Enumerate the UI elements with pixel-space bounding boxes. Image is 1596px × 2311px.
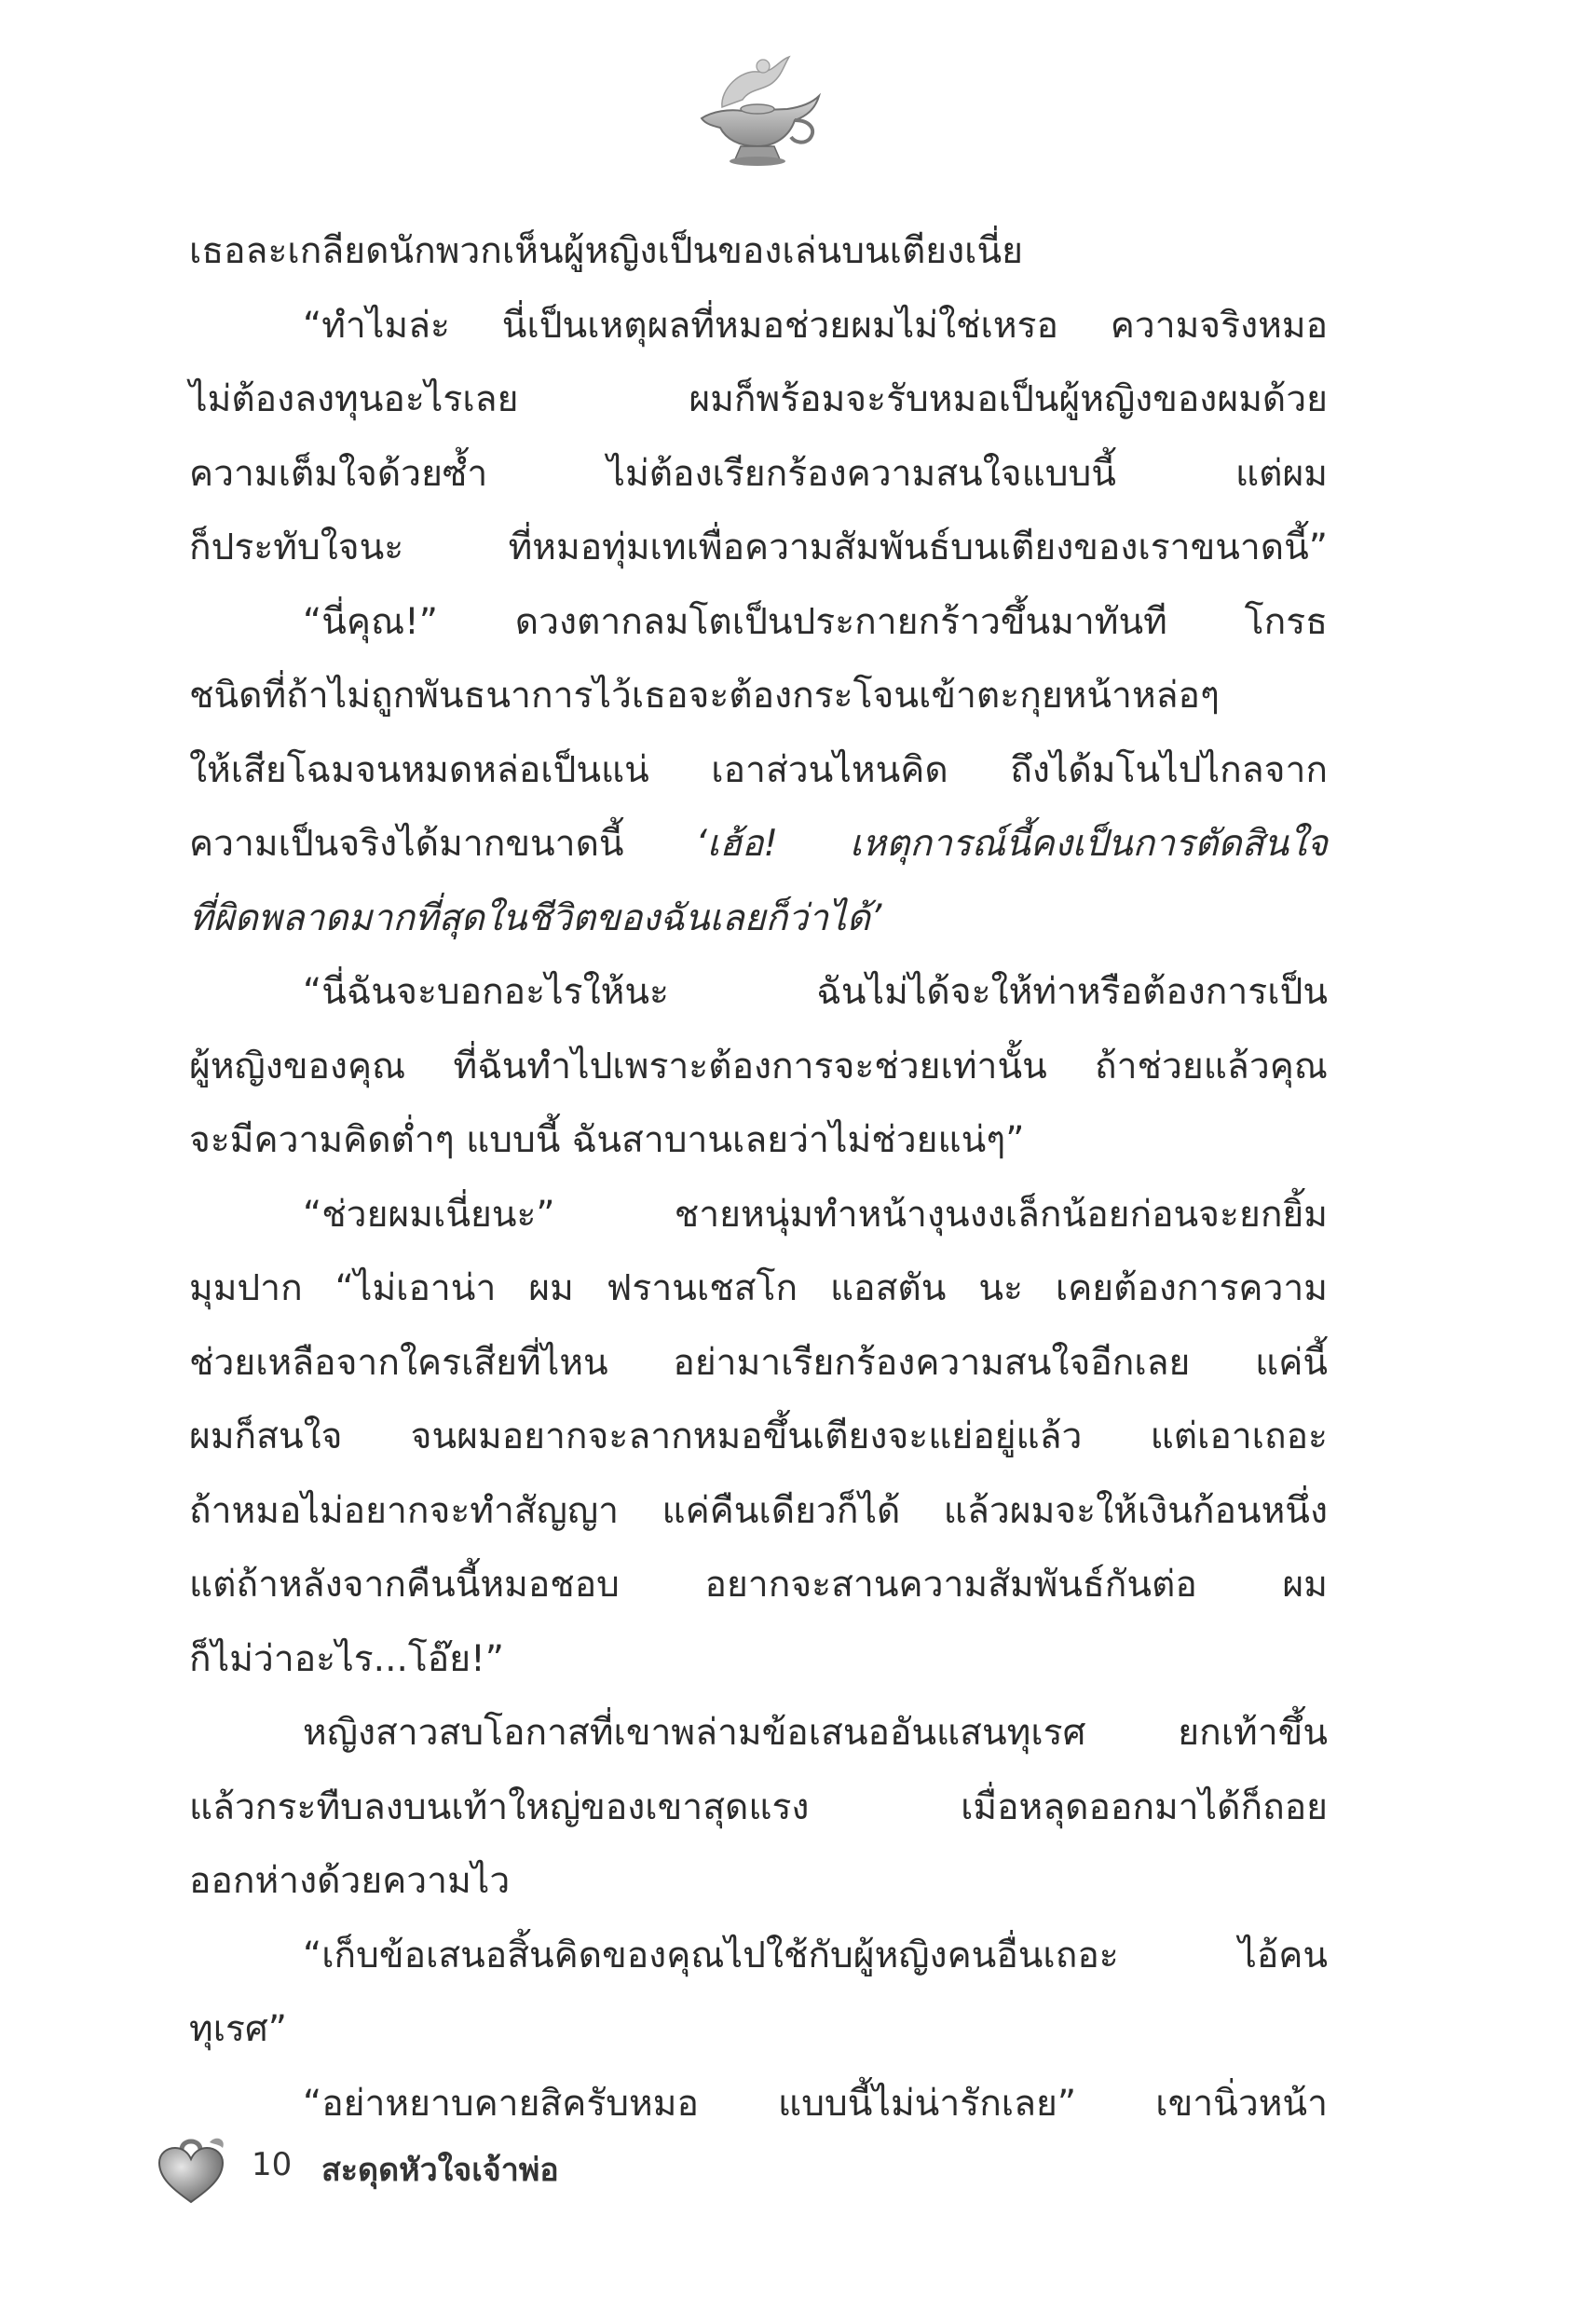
- text-line-content: “นี่คุณ!” ดวงตากลมโตเป็นประกายกร้าวขึ้นมาทันที โกรธ: [303, 600, 1328, 643]
- text-line-content: ความเป็นจริงได้มากขนาดนี้: [189, 823, 624, 865]
- text-line: [189, 1548, 1328, 1622]
- text-line-content: ความเต็มใจด้วยซ้ำ ไม่ต้องเรียกร้องความสนใจแบบนี้ แต่ผม: [189, 452, 1328, 495]
- text-line-content: ผมก็สนใจ จนผมอยากจะลากหมอขึ้นเตียงจะแย่อยู่แล้ว แต่เอาเถอะ: [189, 1415, 1328, 1457]
- text-line-content: ไม่ต้องลงทุนอะไรเลย ผมก็พร้อมจะรับหมอเป็นผู้หญิงของผมด้วย: [189, 378, 1328, 420]
- text-line-content: “อย่าหยาบคายสิครับหมอ แบบนี้ไม่น่ารักเลย” เขานิ่วหน้า: [303, 2082, 1328, 2125]
- text-line-content: “เก็บข้อเสนอสิ้นคิดของคุณไปใช้กับผู้หญิงคนอื่นเถอะ ไอ้คน: [303, 1934, 1328, 1976]
- text-line-content: ผู้หญิงของคุณ ที่ฉันทำไปเพราะต้องการจะช่วยเท่านั้น ถ้าช่วยแล้วคุณ: [189, 1045, 1328, 1087]
- text-line: [189, 1844, 1328, 1919]
- text-line-content: แล้วกระทืบลงบนเท้าใหญ่ของเขาสุดแรง เมื่อหลุดออกมาได้ก็ถอย: [189, 1785, 1328, 1828]
- text-line: [189, 1474, 1328, 1549]
- text-line: [189, 511, 1328, 585]
- text-line-content: “ช่วยผมเนี่ยนะ” ชายหนุ่มทำหน้างุนงงเล็กน้อยก่อนจะยกยิ้ม: [303, 1193, 1328, 1236]
- text-line: [189, 1400, 1328, 1474]
- text-line-content: ให้เสียโฉมจนหมดหล่อเป็นแน่ เอาส่วนไหนคิด ถึงได้มโนไปไกลจาก: [189, 748, 1328, 791]
- page-number: 10: [252, 2146, 293, 2183]
- genie-lamp-icon: [685, 51, 825, 171]
- text-line: [189, 882, 1328, 956]
- text-line-content: ออกห่างด้วยความไว: [189, 1860, 511, 1902]
- text-line: [189, 1992, 1328, 2067]
- text-line-content: ทุเรศ”: [189, 2008, 287, 2050]
- text-line: [189, 1622, 1328, 1697]
- page-footer: [154, 2129, 806, 2213]
- text-line: [189, 289, 1328, 363]
- heart-lock-icon: [154, 2129, 233, 2208]
- text-line-content: “ทำไมล่ะ นี่เป็นเหตุผลที่หมอช่วยผมไม่ใช่เหรอ ความจริงหมอ: [303, 304, 1328, 347]
- text-line: [189, 1326, 1328, 1401]
- text-line: [189, 362, 1328, 437]
- text-line-content: แต่ถ้าหลังจากคืนนี้หมอชอบ อยากจะสานความสัมพันธ์กันต่อ ผม: [189, 1564, 1328, 1606]
- text-line-content: จะมีความคิดต่ำๆ แบบนี้ ฉันสาบานเลยว่าไม่ช่วยแน่ๆ”: [189, 1119, 1025, 1161]
- text-line-content: ชนิดที่ถ้าไม่ถูกพันธนาการไว้เธอจะต้องกระโจนเข้าตะกุยหน้าหล่อๆ: [189, 675, 1220, 717]
- text-line: [189, 585, 1328, 660]
- text-line-content: หญิงสาวสบโอกาสที่เขาพล่ามข้อเสนออันแสนทุเรศ ยกเท้าขึ้น: [303, 1712, 1328, 1754]
- text-line: [189, 1178, 1328, 1252]
- text-line: [189, 807, 1328, 882]
- text-line: [189, 1030, 1328, 1104]
- text-line: [189, 1251, 1328, 1326]
- italic-thought: ที่ผิดพลาดมากที่สุดในชีวิตของฉันเลยก็ว่าได้’: [189, 896, 882, 939]
- text-line: [189, 214, 1328, 289]
- text-line-content: มุมปาก “ไม่เอาน่า ผม ฟรานเชสโก แอสตัน นะ เคยต้องการความ: [189, 1267, 1328, 1309]
- text-line: [189, 1919, 1328, 1993]
- italic-thought: ‘เฮ้อ! เหตุการณ์นี้คงเป็นการตัดสินใจ: [695, 823, 1328, 865]
- text-line-content: ช่วยเหลือจากใครเสียที่ไหน อย่ามาเรียกร้องความสนใจอีกเลย แค่นี้: [189, 1341, 1328, 1384]
- text-line-content: ก็ประทับใจนะ ที่หมอทุ่มเทเพื่อความสัมพันธ์บนเตียงของเราขนาดนี้”: [189, 526, 1328, 568]
- text-line: [189, 733, 1328, 808]
- text-line: [189, 955, 1328, 1030]
- text-line: [189, 1103, 1328, 1178]
- text-line: [189, 659, 1328, 733]
- text-line-content: เธอละเกลียดนักพวกเห็นผู้หญิงเป็นของเล่นบนเตียงเนี่ย: [189, 230, 1024, 272]
- text-line-content: ก็ไม่ว่าอะไร...โอ๊ย!”: [189, 1637, 504, 1680]
- book-title: สะดุดหัวใจเจ้าพ่อ: [321, 2152, 559, 2189]
- text-line-content: ถ้าหมอไม่อยากจะทำสัญญา แค่คืนเดียวก็ได้ แล้วผมจะให้เงินก้อนหนึ่ง: [189, 1489, 1328, 1532]
- text-line: [189, 1771, 1328, 1845]
- text-line: [189, 1696, 1328, 1771]
- text-line: [189, 437, 1328, 512]
- body-text: [189, 214, 1328, 2140]
- text-line-content: “นี่ฉันจะบอกอะไรให้นะ ฉันไม่ได้จะให้ท่าหรือต้องการเป็น: [303, 971, 1328, 1013]
